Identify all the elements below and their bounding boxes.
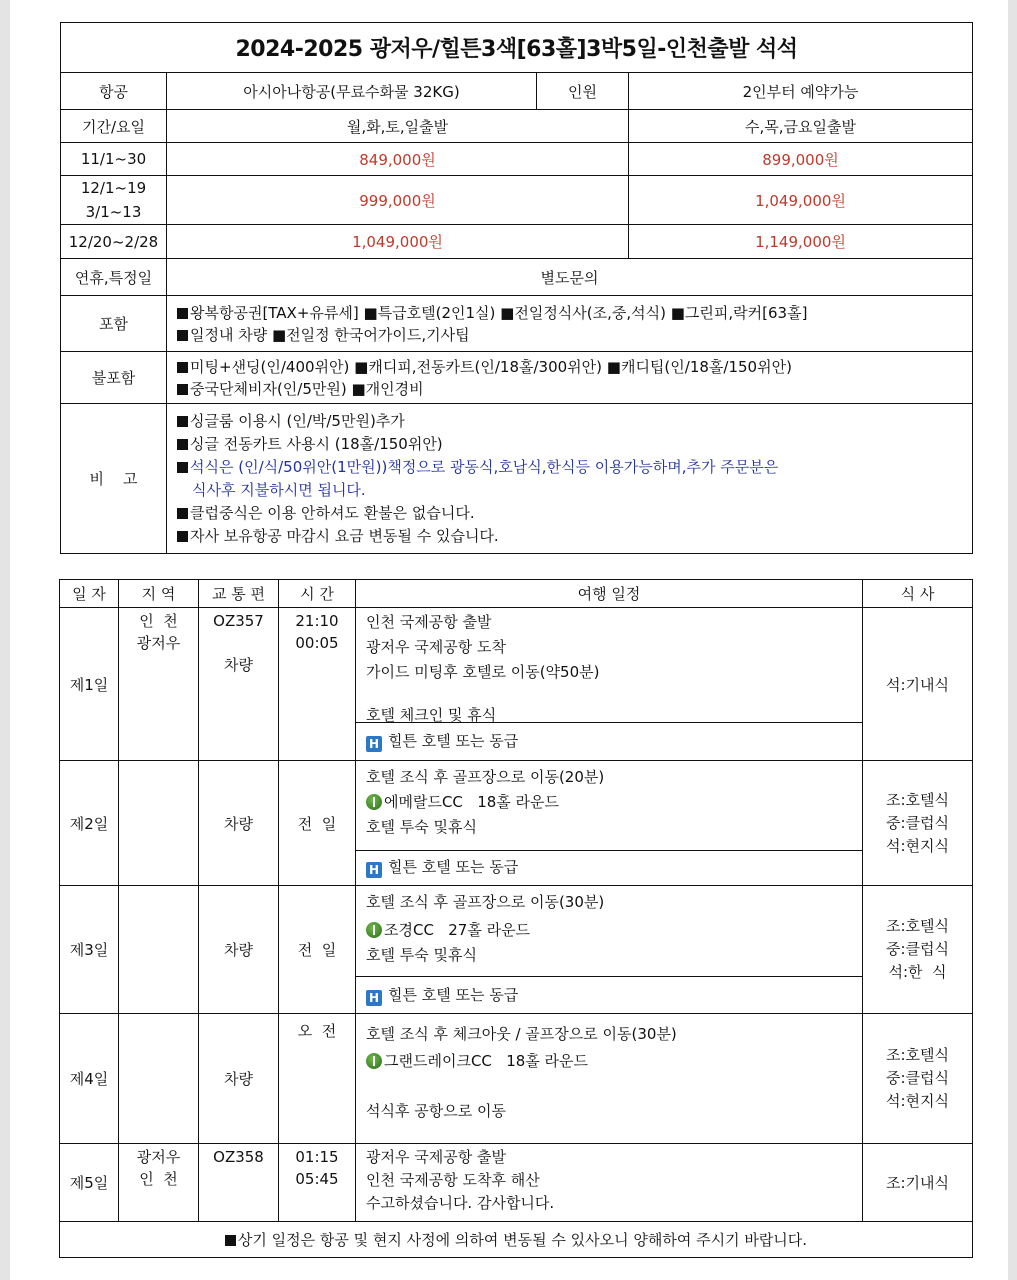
golf-line bbox=[366, 790, 862, 815]
meals bbox=[863, 886, 973, 1014]
note-text: 싱글룸 이용시 (인/박/5만원)추가 bbox=[190, 411, 405, 430]
price-a: 999,000원 bbox=[167, 176, 629, 225]
note-line-highlight bbox=[177, 456, 972, 479]
note-text: 클럽중식은 이용 안하셔도 환불은 없습니다. bbox=[190, 503, 475, 522]
schedule-lines bbox=[356, 886, 862, 976]
included-line bbox=[177, 324, 972, 346]
bullet-square-icon bbox=[177, 462, 188, 473]
tour-info-table bbox=[60, 22, 973, 554]
price-b: 899,000원 bbox=[629, 143, 973, 176]
golf-line bbox=[366, 1049, 862, 1074]
period: 12/20~2/28 bbox=[61, 225, 167, 259]
schedule-line: 호텔 조식 후 골프장으로 이동(20분) bbox=[366, 768, 605, 786]
region-line: 광저우 bbox=[136, 1148, 181, 1166]
schedule bbox=[356, 761, 863, 886]
day-row bbox=[60, 761, 973, 886]
hotel-line bbox=[356, 722, 862, 759]
meal-line: 석:현지식 bbox=[885, 836, 949, 855]
note-line bbox=[177, 410, 972, 433]
schedule-line: 인천 국제공항 출발 bbox=[366, 613, 492, 631]
region-line: 광저우 bbox=[136, 634, 181, 652]
airline-value: 아시아나항공(무료수화물 32KG) bbox=[167, 73, 537, 110]
hotel-line bbox=[356, 850, 862, 884]
page-title: 2024-2025 광저우/힐튼3색[63홀]3박5일-인천출발 석석 bbox=[61, 23, 973, 73]
price-row bbox=[61, 143, 973, 176]
region bbox=[119, 1144, 199, 1222]
period-line: 12/1~19 bbox=[80, 179, 147, 197]
header-time: 시 간 bbox=[279, 580, 356, 608]
meal-line: 석:한 식 bbox=[888, 963, 947, 981]
schedule-line: 가이드 미팅후 호텔로 이동(약50분) bbox=[366, 663, 600, 681]
meal-line: 중:클럽식 bbox=[885, 940, 949, 958]
day-label: 제5일 bbox=[60, 1144, 119, 1222]
bullet-square-icon bbox=[225, 1235, 236, 1246]
note-text: 석식은 (인/식/50위안(1만원))책정으로 광동식,호남식,한식등 이용가능하며,추가 주문분은 bbox=[190, 457, 779, 476]
transport bbox=[199, 608, 279, 761]
people-label: 인원 bbox=[537, 73, 629, 110]
hotel-line bbox=[356, 976, 862, 1013]
meal-line: 중:클럽식 bbox=[885, 813, 949, 832]
golf-line bbox=[366, 918, 862, 943]
schedule-line: 호텔 조식 후 골프장으로 이동(30분) bbox=[366, 893, 605, 911]
schedule-line: 수고하셨습니다. 감사합니다. bbox=[366, 1194, 555, 1212]
bullet-square-icon bbox=[177, 308, 188, 319]
time: 오 전 bbox=[279, 1014, 356, 1144]
schedule-line: 광저우 국제공항 도착 bbox=[366, 638, 506, 656]
schedule-line: 광저우 국제공항 출발 bbox=[366, 1148, 506, 1166]
flight-number: OZ357 bbox=[213, 612, 264, 630]
holiday-value: 별도문의 bbox=[167, 259, 973, 296]
golf-course: 그랜드레이크CC 18홀 라운드 bbox=[384, 1052, 589, 1070]
schedule-line: 호텔 조식 후 체크아웃 / 골프장으로 이동(30분) bbox=[366, 1025, 677, 1043]
bullet-square-icon bbox=[177, 416, 188, 427]
people-value: 2인부터 예약가능 bbox=[629, 73, 973, 110]
time: 전 일 bbox=[279, 761, 356, 886]
day-row bbox=[60, 608, 973, 761]
day-row bbox=[60, 886, 973, 1014]
schedule bbox=[356, 1144, 863, 1222]
region bbox=[119, 761, 199, 886]
day-label: 제1일 bbox=[60, 608, 119, 761]
golf-course: 조경CC 27홀 라운드 bbox=[384, 921, 531, 939]
schedule-line: 호텔 체크인 및 휴식 bbox=[366, 706, 497, 724]
note-text: 식사후 지불하시면 됩니다. bbox=[192, 480, 366, 499]
region bbox=[119, 1014, 199, 1144]
excluded-label: 불포함 bbox=[61, 352, 167, 404]
time-line: 00:05 bbox=[295, 634, 339, 652]
time-line: 21:10 bbox=[295, 612, 339, 630]
included-list bbox=[167, 296, 973, 352]
region bbox=[119, 608, 199, 761]
excluded-line bbox=[177, 378, 972, 400]
schedule bbox=[356, 886, 863, 1014]
schedule bbox=[356, 1014, 863, 1144]
header-region: 지 역 bbox=[119, 580, 199, 608]
notes-list bbox=[167, 404, 973, 554]
day-row bbox=[60, 1014, 973, 1144]
col-a-header: 월,화,토,일출발 bbox=[167, 110, 629, 143]
day-label: 제4일 bbox=[60, 1014, 119, 1144]
excluded-text: 중국단체비자(인/5만원) ■개인경비 bbox=[190, 379, 424, 398]
meals bbox=[863, 1014, 973, 1144]
time-line: 01:15 bbox=[295, 1148, 339, 1166]
header-day: 일 자 bbox=[60, 580, 119, 608]
bullet-square-icon bbox=[177, 508, 188, 519]
airline-label: 항공 bbox=[61, 73, 167, 110]
hotel-icon: H bbox=[366, 990, 382, 1006]
period bbox=[61, 176, 167, 225]
schedule-lines bbox=[356, 761, 862, 850]
period-line: 3/1~13 bbox=[85, 203, 142, 221]
price-b: 1,049,000원 bbox=[629, 176, 973, 225]
meal-line: 석:기내식 bbox=[885, 675, 949, 694]
transport: OZ358 bbox=[199, 1144, 279, 1222]
meal-line: 중:클럽식 bbox=[885, 1069, 949, 1087]
schedule-line: 인천 국제공항 도착후 해산 bbox=[366, 1171, 540, 1189]
time bbox=[279, 1144, 356, 1222]
golf-course: 에메랄드CC 18홀 라운드 bbox=[384, 793, 560, 811]
excluded-text: 미팅+샌딩(인/400위안) ■캐디피,전동카트(인/18홀/300위안) ■캐디팁(인/18홀/150위안) bbox=[190, 357, 792, 376]
transport: 차량 bbox=[199, 886, 279, 1014]
region-line: 인 천 bbox=[139, 1170, 178, 1188]
region-line: 인 천 bbox=[139, 612, 178, 630]
left-edge bbox=[0, 0, 10, 1280]
header-transport: 교 통 편 bbox=[199, 580, 279, 608]
day-label: 제2일 bbox=[60, 761, 119, 886]
schedule-lines bbox=[356, 608, 862, 722]
bullet-square-icon bbox=[177, 439, 188, 450]
note-line bbox=[177, 433, 972, 456]
header-schedule: 여행 일정 bbox=[356, 580, 863, 608]
note-line-highlight bbox=[177, 479, 972, 502]
price-row bbox=[61, 176, 973, 225]
meal-line: 조:호텔식 bbox=[885, 917, 949, 935]
vehicle: 차량 bbox=[224, 656, 253, 674]
bullet-square-icon bbox=[177, 384, 188, 395]
hotel-icon: H bbox=[366, 862, 382, 878]
included-text: 왕복항공권[TAX+유류세] ■특급호텔(2인1실) ■전일정식사(조,중,석식) ■그린피,락커[63홀] bbox=[190, 303, 808, 322]
transport: 차량 bbox=[199, 1014, 279, 1144]
itinerary-table bbox=[59, 579, 973, 1258]
schedule bbox=[356, 608, 863, 761]
header-meals: 식 사 bbox=[863, 580, 973, 608]
hotel-name: 힐튼 호텔 또는 동급 bbox=[388, 986, 519, 1004]
hotel-name: 힐튼 호텔 또는 동급 bbox=[388, 858, 519, 876]
holiday-label: 연휴,특정일 bbox=[61, 259, 167, 296]
note-text: 싱글 전동카트 사용시 (18홀/150위안) bbox=[190, 434, 443, 453]
schedule-line: 석식후 공항으로 이동 bbox=[366, 1102, 506, 1120]
footer-text: 상기 일정은 항공 및 현지 사정에 의하여 변동될 수 있사오니 양해하여 주시기 바랍니다. bbox=[237, 1231, 808, 1249]
golf-icon bbox=[366, 1053, 382, 1069]
excluded-line bbox=[177, 356, 972, 378]
bullet-square-icon bbox=[177, 330, 188, 341]
time: 전 일 bbox=[279, 886, 356, 1014]
region bbox=[119, 886, 199, 1014]
included-label: 포함 bbox=[61, 296, 167, 352]
price-a: 1,049,000원 bbox=[167, 225, 629, 259]
note-line bbox=[177, 525, 972, 548]
meals bbox=[863, 761, 973, 886]
right-scrollbar[interactable] bbox=[1008, 0, 1017, 1280]
period: 11/1~30 bbox=[61, 143, 167, 176]
time bbox=[279, 608, 356, 761]
price-b: 1,149,000원 bbox=[629, 225, 973, 259]
schedule-line: 호텔 투숙 및휴식 bbox=[366, 818, 477, 836]
day-label: 제3일 bbox=[60, 886, 119, 1014]
note-text: 자사 보유항공 마감시 요금 변동될 수 있습니다. bbox=[190, 526, 499, 545]
bullet-square-icon bbox=[177, 531, 188, 542]
included-line bbox=[177, 302, 972, 324]
meals: 조:기내식 bbox=[863, 1144, 973, 1222]
bullet-square-icon bbox=[177, 362, 188, 373]
note-line bbox=[177, 502, 972, 525]
period-label: 기간/요일 bbox=[61, 110, 167, 143]
notes-label: 비 고 bbox=[61, 404, 167, 554]
time-line: 05:45 bbox=[295, 1170, 339, 1188]
meal-line: 석:현지식 bbox=[885, 1092, 949, 1110]
meal-line: 조:호텔식 bbox=[885, 790, 949, 809]
price-row bbox=[61, 225, 973, 259]
excluded-list bbox=[167, 352, 973, 404]
day-row bbox=[60, 1144, 973, 1222]
included-text: 일정내 차량 ■전일정 한국어가이드,기사팁 bbox=[190, 325, 470, 344]
golf-icon bbox=[366, 794, 382, 810]
hotel-icon: H bbox=[366, 736, 382, 752]
price-a: 849,000원 bbox=[167, 143, 629, 176]
hotel-name: 힐튼 호텔 또는 동급 bbox=[388, 732, 519, 750]
meals bbox=[863, 608, 973, 761]
transport: 차량 bbox=[199, 761, 279, 886]
meal-line: 조:호텔식 bbox=[885, 1046, 949, 1064]
golf-icon bbox=[366, 922, 382, 938]
schedule-line: 호텔 투숙 및휴식 bbox=[366, 946, 477, 964]
footer-note bbox=[60, 1222, 973, 1258]
col-b-header: 수,목,금요일출발 bbox=[629, 110, 973, 143]
